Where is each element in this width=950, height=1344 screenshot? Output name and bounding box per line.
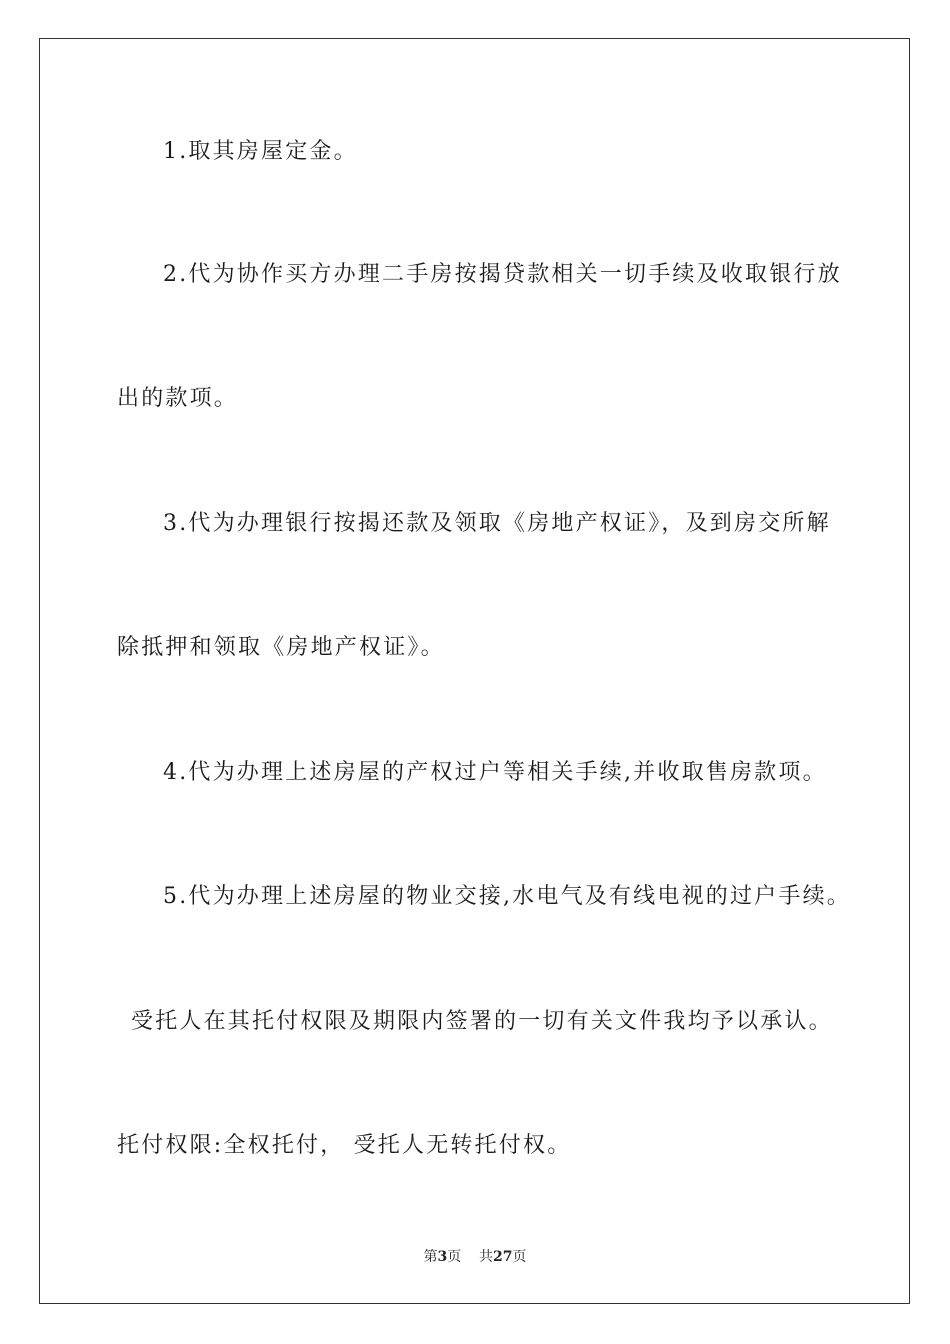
footer-total-prefix: 共 [479, 1249, 494, 1265]
footer-total-suffix: 页 [512, 1249, 527, 1265]
item-4: 4.代为办理上述房屋的产权过户等相关手续,并收取售房款项。 [163, 760, 827, 785]
footer-page-prefix: 第 [423, 1249, 438, 1265]
authority-scope-paragraph: 托付权限:全权托付， 受托人无转托付权。 [117, 1133, 572, 1158]
item-5: 5.代为办理上述房屋的物业交接,水电气及有线电视的过户手续。 [163, 884, 851, 909]
footer-total-pages: 27 [493, 1249, 513, 1265]
item-3-line-1: 3.代为办理银行按揭还款及领取《房地产权证》，及到房交所解 [163, 511, 831, 536]
item-3-line-2: 除抵押和领取《房地产权证》。 [117, 635, 445, 660]
acknowledgement-paragraph: 受托人在其托付权限及期限内签署的一切有关文件我均予以承认。 [131, 1009, 833, 1034]
page-footer [0, 1248, 950, 1266]
footer-page-number: 3 [437, 1249, 448, 1265]
item-1: 1.取其房屋定金。 [163, 139, 358, 164]
footer-page-suffix: 页 [447, 1249, 462, 1265]
page-border [39, 38, 910, 1304]
item-2-line-1: 2.代为协作买方办理二手房按揭贷款相关一切手续及收取银行放 [163, 262, 842, 287]
item-2-line-2: 出的款项。 [117, 386, 239, 411]
